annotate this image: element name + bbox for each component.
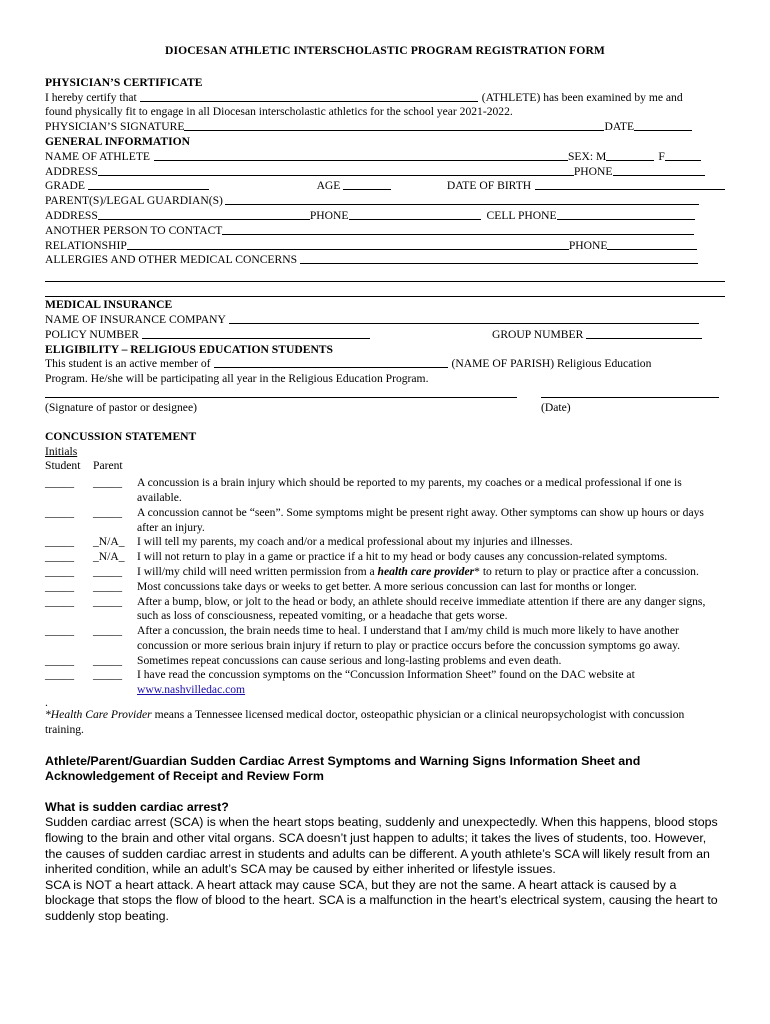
item-text: Most concussions take days or weeks to get better. A more serious concussion can last for months or longer.	[137, 579, 637, 593]
athlete-name-row	[45, 150, 725, 165]
parish-field[interactable]	[214, 357, 448, 368]
concussion-item-text	[137, 654, 725, 669]
item-text: After a concussion, the brain needs time to heal. I understand that I am/my child is much more likely to have another concussion or more serious brain injury if return to play or practice occurs before the concussion symptoms go away.	[137, 624, 681, 652]
eligibility-line2: Program. He/she will be participating all year in the Religious Education Program.	[45, 372, 429, 386]
initials-columns	[45, 459, 725, 474]
concussion-item-text	[137, 595, 725, 625]
concussion-item-text	[137, 624, 725, 654]
concussion-item	[45, 565, 725, 580]
physician-signature-label: PHYSICIAN’S SIGNATURE	[45, 120, 185, 134]
athlete-name-field[interactable]	[140, 91, 478, 102]
allergies-row	[45, 253, 725, 268]
parent-initials-field[interactable]: _____	[93, 505, 122, 519]
pastor-signature-field[interactable]	[45, 387, 517, 398]
parent-initials-field[interactable]: _____	[93, 476, 122, 490]
footnote-text: means a Tennessee licensed medical doctor, osteopathic physician or a clinical neuropsychologist with concussion training.	[45, 708, 685, 736]
physician-heading: PHYSICIAN’S CERTIFICATE	[45, 75, 203, 89]
parent-column-label: Parent	[93, 459, 123, 473]
item-text: I will tell my parents, my coach and/or a medical professional about my injuries and illnesses.	[137, 535, 573, 549]
item-text: Sometimes repeat concussions can cause serious and long-lasting problems and even death.	[137, 653, 562, 667]
parent-initials-field[interactable]: _N/A_	[93, 550, 125, 564]
address2-row	[45, 209, 725, 224]
pastor-date-label: (Date)	[541, 400, 571, 414]
parish-suffix: (NAME OF PARISH) Religious Education	[451, 357, 652, 371]
item-text-pre: I will/my child will need written permission from a	[137, 564, 378, 578]
parent-initials-field[interactable]: _____	[93, 668, 122, 682]
phone-label: PHONE	[573, 164, 613, 178]
health-care-footnote	[45, 708, 725, 738]
concussion-item	[45, 668, 725, 698]
student-initials-field[interactable]: _____	[45, 668, 74, 682]
parents-row	[45, 194, 725, 209]
group-field[interactable]	[586, 328, 702, 339]
grade-row	[45, 179, 725, 194]
student-column-label: Student	[45, 459, 81, 473]
address-field[interactable]	[98, 165, 574, 176]
parents-field[interactable]	[225, 194, 699, 205]
sca-paragraph-2: SCA is NOT a heart attack. A heart attack may cause SCA, but they are not the same. A heart attack is caused by a blockage that stops the flow of blood to the heart. SCA is a malfunction in the heart’s electrical system, causing the heart to suddenly stop beating.	[45, 877, 718, 924]
parent-initials-field[interactable]: _N/A_	[93, 535, 125, 549]
item-text: After a bump, blow, or jolt to the head or body, an athlete should receive immediate attention if there are any danger signs, such as loss of consciousness, repeated vomiting, or a headache that gets worse.	[137, 594, 706, 623]
age-field[interactable]	[343, 179, 390, 190]
concussion-item	[45, 624, 725, 654]
allergies-line-3[interactable]	[45, 283, 725, 297]
sex-m-label: SEX: M	[567, 149, 607, 163]
concussion-item-text	[137, 506, 725, 536]
insurance-heading: MEDICAL INSURANCE	[45, 298, 173, 312]
insurance-company-field[interactable]	[229, 313, 699, 324]
physician-date-field[interactable]	[634, 120, 692, 131]
address2-label: ADDRESS	[45, 208, 98, 222]
age-label: AGE	[316, 179, 341, 193]
phone2-label: PHONE	[309, 208, 349, 222]
student-initials-field[interactable]: _____	[45, 564, 74, 578]
relationship-label: RELATIONSHIP	[45, 238, 127, 252]
parent-initials-field[interactable]: _____	[93, 594, 122, 608]
allergies-field[interactable]	[300, 253, 698, 264]
physician-date-label: DATE	[604, 120, 635, 134]
certify-suffix: (ATHLETE) has been examined by me and	[481, 90, 683, 104]
dob-field[interactable]	[535, 179, 725, 190]
student-initials-field[interactable]: _____	[45, 594, 74, 608]
policy-field[interactable]	[142, 328, 370, 339]
item-text-emphasis: health care provider	[377, 564, 475, 578]
pastor-signature-label: (Signature of pastor or designee)	[45, 400, 197, 414]
policy-row	[45, 328, 725, 343]
concussion-item-text	[137, 550, 725, 565]
certify-line2: found physically fit to engage in all Diocesan interscholastic athletics for the school year 2021-2022.	[45, 105, 513, 119]
footnote-term: *Health Care Provider	[45, 708, 152, 722]
address-label: ADDRESS	[45, 164, 98, 178]
parent-initials-field[interactable]: _____	[93, 564, 122, 578]
general-heading: GENERAL INFORMATION	[45, 134, 191, 148]
cell-label: CELL PHONE	[486, 208, 557, 222]
concussion-item	[45, 506, 725, 536]
concussion-item	[45, 654, 725, 669]
parent-initials-field[interactable]: _____	[93, 653, 122, 667]
student-initials-field[interactable]: _____	[45, 505, 74, 519]
pastor-labels-row	[45, 401, 725, 416]
athlete-name-label: NAME OF ATHLETE	[45, 149, 150, 163]
parent-initials-field[interactable]: _____	[93, 579, 122, 593]
student-initials-field[interactable]: _____	[45, 624, 74, 638]
concussion-item-text	[137, 668, 725, 698]
group-label: GROUP NUMBER	[491, 327, 584, 341]
phone-field[interactable]	[613, 165, 705, 176]
student-initials-field[interactable]: _____	[45, 579, 74, 593]
insurance-company-label: NAME OF INSURANCE COMPANY	[45, 312, 226, 326]
concussion-item-text	[137, 476, 725, 506]
item-text: I have read the concussion symptoms on the “Concussion Information Sheet” found on the DAC website at	[137, 668, 635, 682]
student-initials-field[interactable]: _____	[45, 550, 74, 564]
phone2-field[interactable]	[349, 209, 481, 220]
sca-question: What is sudden cardiac arrest?	[45, 799, 229, 814]
sca-heading: Athlete/Parent/Guardian Sudden Cardiac Arrest Symptoms and Warning Signs Information Sheet and Acknowledgement of Receipt and Review Form	[45, 753, 641, 784]
certify-row	[45, 91, 725, 106]
phone3-field[interactable]	[607, 239, 697, 250]
parish-row	[45, 357, 725, 372]
sca-section	[45, 754, 725, 925]
concussion-item-text	[137, 580, 725, 595]
student-initials-field[interactable]: _____	[45, 476, 74, 490]
sex-m-field[interactable]	[606, 150, 654, 161]
address2-field[interactable]	[98, 209, 310, 220]
concussion-heading: CONCUSSION STATEMENT	[45, 429, 197, 443]
concussion-item-text	[137, 535, 725, 550]
form-title: DIOCESAN ATHLETIC INTERSCHOLASTIC PROGRAM REGISTRATION FORM	[165, 44, 605, 57]
allergies-line-2[interactable]	[45, 268, 725, 282]
grade-field[interactable]	[88, 179, 209, 190]
item-text-post: * to return to play or practice after a concussion.	[474, 564, 699, 578]
eligibility-heading: ELIGIBILITY – RELIGIOUS EDUCATION STUDENTS	[45, 342, 333, 356]
relationship-row	[45, 239, 725, 254]
concussion-item	[45, 535, 725, 550]
parish-prefix: This student is an active member of	[45, 357, 211, 371]
phone3-label: PHONE	[568, 238, 608, 252]
sca-paragraph-1: Sudden cardiac arrest (SCA) is when the heart stops beating, suddenly and unexpectedly. When this happens, blood stops flowing to the brain and other vital organs. SCA doesn’t just happen to adults; it takes the lives of students, too. However, the causes of sudden cardiac arrest in students and adults can be different. A youth athlete’s SCA will likely result from an inherited condition, while an adult’s SCA may be caused by either inherited or lifestyle issues.	[45, 815, 718, 877]
concussion-item	[45, 476, 725, 506]
concussion-item-text	[137, 565, 725, 580]
concussion-list	[45, 476, 725, 698]
registration-form	[45, 44, 725, 925]
allergies-label: ALLERGIES AND OTHER MEDICAL CONCERNS	[45, 253, 298, 267]
cell-field[interactable]	[557, 209, 695, 220]
item-text: A concussion is a brain injury which should be reported to my parents, my coaches or a medical professional if one is available.	[137, 476, 682, 504]
concussion-item	[45, 550, 725, 565]
sex-f-field[interactable]	[665, 150, 701, 161]
pastor-date-field[interactable]	[541, 387, 719, 398]
student-initials-field[interactable]: _____	[45, 535, 74, 549]
policy-label: POLICY NUMBER	[45, 327, 139, 341]
insurance-company-row	[45, 313, 725, 328]
physician-signature-field[interactable]	[184, 120, 604, 131]
item-text: I will not return to play in a game or practice if a hit to my head or body causes any concussion-related symptoms.	[137, 550, 668, 564]
sex-f-label: F	[658, 149, 665, 163]
concussion-item	[45, 580, 725, 595]
item-text: A concussion cannot be “seen”. Some symptoms might be present right away. Other symptoms can show up hours or days after an injury.	[137, 505, 704, 534]
relationship-field[interactable]	[127, 239, 569, 250]
address-row	[45, 165, 725, 180]
contact-field[interactable]	[222, 224, 694, 235]
dac-website-link[interactable]: www.nashvilledac.com	[137, 683, 246, 697]
concussion-item	[45, 595, 725, 625]
parents-label: PARENT(S)/LEGAL GUARDIAN(S)	[45, 194, 223, 208]
physician-signature-row	[45, 120, 725, 135]
concussion-dot: .	[45, 696, 48, 710]
parent-initials-field[interactable]: _____	[93, 624, 122, 638]
contact-label: ANOTHER PERSON TO CONTACT	[45, 223, 223, 237]
pastor-lines-row	[45, 387, 725, 401]
athlete-name-input[interactable]	[154, 150, 568, 161]
dob-label: DATE OF BIRTH	[446, 179, 532, 193]
certify-prefix: I hereby certify that	[45, 90, 137, 104]
initials-label: Initials	[45, 444, 78, 458]
contact-row	[45, 224, 725, 239]
grade-label: GRADE	[45, 179, 85, 193]
student-initials-field[interactable]: _____	[45, 653, 74, 667]
